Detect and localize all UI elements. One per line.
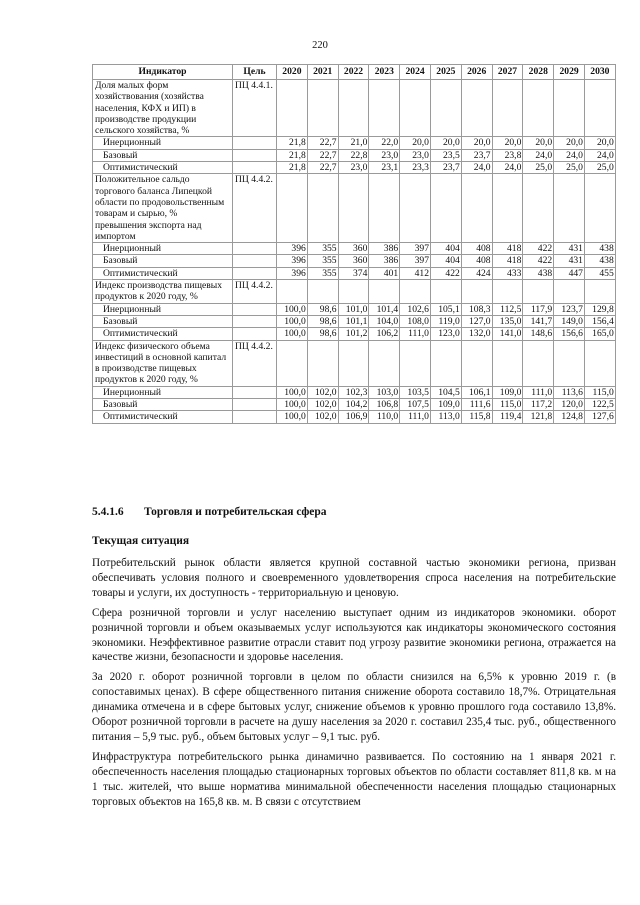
value-cell: 396 xyxy=(277,255,308,267)
value-cell: 111,0 xyxy=(400,411,431,423)
value-cell: 22,7 xyxy=(307,137,338,149)
column-header: 2027 xyxy=(492,65,523,80)
value-cell: 447 xyxy=(554,267,585,279)
value-cell: 112,5 xyxy=(492,303,523,315)
empty-cell xyxy=(554,174,585,243)
value-cell: 22,8 xyxy=(338,149,369,161)
value-cell: 113,0 xyxy=(430,411,461,423)
empty-cell xyxy=(430,340,461,386)
value-cell: 100,0 xyxy=(277,315,308,327)
value-cell: 113,6 xyxy=(554,386,585,398)
column-header: 2021 xyxy=(307,65,338,80)
value-cell: 20,0 xyxy=(523,137,554,149)
value-cell: 104,5 xyxy=(430,386,461,398)
value-cell: 156,4 xyxy=(584,315,615,327)
page-number: 220 xyxy=(312,40,328,51)
value-cell: 404 xyxy=(430,255,461,267)
empty-cell xyxy=(400,80,431,137)
value-cell: 408 xyxy=(461,255,492,267)
empty-cell xyxy=(430,80,461,137)
scenario-label: Базовый xyxy=(93,149,233,161)
paragraph: Потребительский рынок области является крупной составной частью экономики региона, призван обеспечивать условия полного и своевременного удовлетворения спроса населения на потребительские товары и услуги, их доступность - территориальную и ценовую. xyxy=(92,557,616,599)
section-heading xyxy=(92,506,327,518)
value-cell: 100,0 xyxy=(277,303,308,315)
value-cell: 106,8 xyxy=(369,399,400,411)
scenario-label: Базовый xyxy=(93,399,233,411)
value-cell: 98,6 xyxy=(307,315,338,327)
value-cell: 102,0 xyxy=(307,386,338,398)
value-cell: 101,4 xyxy=(369,303,400,315)
value-cell: 23,7 xyxy=(461,149,492,161)
empty-cell xyxy=(233,303,277,315)
value-cell: 24,0 xyxy=(461,162,492,174)
subheading: Текущая ситуация xyxy=(92,535,190,547)
value-cell: 119,4 xyxy=(492,411,523,423)
empty-cell xyxy=(400,340,431,386)
paragraph: За 2020 г. оборот розничной торговли в целом по области снизился на 6,5% к уровню 2019 г. (в сопоставимых ценах). В сфере общественного питания снижение оборота составило 18,7%. Отрицательная динамика отмечена и в сфере бытовых услуг, снижение объемов к уровню прошлого года составило 13,8%. Оборот розничной торговли в расчете на душу населения за 2020 г. составил 235,4 тыс. руб., общественного питания – 5,9 тыс. руб., объем бытовых услуг – 9,1 тыс. руб. xyxy=(92,671,616,743)
empty-cell xyxy=(369,174,400,243)
value-cell: 106,9 xyxy=(338,411,369,423)
value-cell: 422 xyxy=(430,267,461,279)
value-cell: 120,0 xyxy=(554,399,585,411)
empty-cell xyxy=(584,174,615,243)
empty-cell xyxy=(430,280,461,304)
value-cell: 25,0 xyxy=(554,162,585,174)
column-header: 2029 xyxy=(554,65,585,80)
value-cell: 100,0 xyxy=(277,386,308,398)
value-cell: 374 xyxy=(338,267,369,279)
value-cell: 24,0 xyxy=(492,162,523,174)
scenario-label: Базовый xyxy=(93,255,233,267)
scenario-label: Инерционный xyxy=(93,386,233,398)
scenario-row xyxy=(93,411,616,423)
value-cell: 148,6 xyxy=(523,328,554,340)
value-cell: 123,0 xyxy=(430,328,461,340)
value-cell: 20,0 xyxy=(554,137,585,149)
value-cell: 360 xyxy=(338,243,369,255)
indicator-name: Индекс физического объема инвестиций в основной капитал в производстве пищевых продуктов к 2020 году, % xyxy=(93,340,233,386)
value-cell: 115,8 xyxy=(461,411,492,423)
empty-cell xyxy=(233,411,277,423)
value-cell: 23,0 xyxy=(338,162,369,174)
value-cell: 396 xyxy=(277,243,308,255)
indicator-goal: ПЦ 4.4.1. xyxy=(233,80,277,137)
value-cell: 127,6 xyxy=(584,411,615,423)
empty-cell xyxy=(233,243,277,255)
value-cell: 25,0 xyxy=(584,162,615,174)
scenario-row xyxy=(93,149,616,161)
value-cell: 431 xyxy=(554,255,585,267)
value-cell: 438 xyxy=(523,267,554,279)
value-cell: 422 xyxy=(523,255,554,267)
value-cell: 412 xyxy=(400,267,431,279)
value-cell: 123,7 xyxy=(554,303,585,315)
value-cell: 396 xyxy=(277,267,308,279)
indicator-name: Положительное сальдо торгового баланса Липецкой области по продовольственным товарам и сырью, % превышения экспорта над импортом xyxy=(93,174,233,243)
value-cell: 100,0 xyxy=(277,328,308,340)
indicator-name: Доля малых форм хозяйствования (хозяйства населения, КФХ и ИП) в производстве продукции сельского хозяйства, % xyxy=(93,80,233,137)
column-header: 2023 xyxy=(369,65,400,80)
value-cell: 25,0 xyxy=(523,162,554,174)
value-cell: 24,0 xyxy=(554,149,585,161)
empty-cell xyxy=(584,340,615,386)
value-cell: 124,8 xyxy=(554,411,585,423)
column-header: 2030 xyxy=(584,65,615,80)
value-cell: 21,8 xyxy=(277,162,308,174)
indicator-goal: ПЦ 4.4.2. xyxy=(233,280,277,304)
value-cell: 141,7 xyxy=(523,315,554,327)
value-cell: 104,0 xyxy=(369,315,400,327)
value-cell: 117,2 xyxy=(523,399,554,411)
column-header: Индикатор xyxy=(93,65,233,80)
value-cell: 23,7 xyxy=(430,162,461,174)
value-cell: 132,0 xyxy=(461,328,492,340)
body-text xyxy=(92,556,616,815)
empty-cell xyxy=(554,80,585,137)
scenario-label: Оптимистический xyxy=(93,411,233,423)
scenario-label: Инерционный xyxy=(93,303,233,315)
value-cell: 418 xyxy=(492,243,523,255)
empty-cell xyxy=(369,80,400,137)
scenario-label: Оптимистический xyxy=(93,162,233,174)
value-cell: 156,6 xyxy=(554,328,585,340)
value-cell: 106,1 xyxy=(461,386,492,398)
indicator-row xyxy=(93,174,616,243)
value-cell: 401 xyxy=(369,267,400,279)
value-cell: 418 xyxy=(492,255,523,267)
value-cell: 101,0 xyxy=(338,303,369,315)
empty-cell xyxy=(307,174,338,243)
value-cell: 21,8 xyxy=(277,137,308,149)
empty-cell xyxy=(400,174,431,243)
value-cell: 397 xyxy=(400,255,431,267)
value-cell: 107,5 xyxy=(400,399,431,411)
column-header: 2028 xyxy=(523,65,554,80)
empty-cell xyxy=(277,174,308,243)
scenario-row xyxy=(93,162,616,174)
empty-cell xyxy=(461,280,492,304)
empty-cell xyxy=(461,80,492,137)
value-cell: 102,0 xyxy=(307,399,338,411)
value-cell: 110,0 xyxy=(369,411,400,423)
empty-cell xyxy=(277,340,308,386)
empty-cell xyxy=(338,80,369,137)
empty-cell xyxy=(369,340,400,386)
indicator-row xyxy=(93,340,616,386)
empty-cell xyxy=(233,315,277,327)
value-cell: 100,0 xyxy=(277,411,308,423)
value-cell: 431 xyxy=(554,243,585,255)
value-cell: 20,0 xyxy=(492,137,523,149)
column-header: 2026 xyxy=(461,65,492,80)
value-cell: 119,0 xyxy=(430,315,461,327)
value-cell: 100,0 xyxy=(277,399,308,411)
value-cell: 104,2 xyxy=(338,399,369,411)
indicator-name: Индекс производства пищевых продуктов к 2020 году, % xyxy=(93,280,233,304)
value-cell: 23,1 xyxy=(369,162,400,174)
column-header: 2024 xyxy=(400,65,431,80)
scenario-row xyxy=(93,315,616,327)
value-cell: 23,8 xyxy=(492,149,523,161)
indicator-goal: ПЦ 4.4.2. xyxy=(233,174,277,243)
value-cell: 108,0 xyxy=(400,315,431,327)
scenario-row xyxy=(93,386,616,398)
empty-cell xyxy=(277,280,308,304)
value-cell: 117,9 xyxy=(523,303,554,315)
empty-cell xyxy=(338,340,369,386)
scenario-label: Оптимистический xyxy=(93,328,233,340)
value-cell: 141,0 xyxy=(492,328,523,340)
value-cell: 22,7 xyxy=(307,149,338,161)
scenario-row xyxy=(93,303,616,315)
scenario-label: Инерционный xyxy=(93,137,233,149)
scenario-label: Базовый xyxy=(93,315,233,327)
value-cell: 386 xyxy=(369,243,400,255)
paragraph: Сфера розничной торговли и услуг населению выступает одним из индикаторов экономики. оборот розничной торговли и объем оказываемых услуг используются как индикаторы экономического состояния экономики. Неэффективное развитие отрасли ставит под угрозу развитие экономики региона, отражается на качестве жизни, безопасности и здоровье населения. xyxy=(92,606,616,664)
empty-cell xyxy=(277,80,308,137)
value-cell: 102,0 xyxy=(307,411,338,423)
column-header: 2025 xyxy=(430,65,461,80)
empty-cell xyxy=(554,280,585,304)
empty-cell xyxy=(492,280,523,304)
value-cell: 438 xyxy=(584,255,615,267)
value-cell: 165,0 xyxy=(584,328,615,340)
value-cell: 21,8 xyxy=(277,149,308,161)
table-header-row xyxy=(93,65,616,80)
scenario-row xyxy=(93,399,616,411)
value-cell: 103,5 xyxy=(400,386,431,398)
value-cell: 109,0 xyxy=(430,399,461,411)
value-cell: 129,8 xyxy=(584,303,615,315)
indicator-goal: ПЦ 4.4.2. xyxy=(233,340,277,386)
value-cell: 422 xyxy=(523,243,554,255)
scenario-row xyxy=(93,255,616,267)
value-cell: 24,0 xyxy=(584,149,615,161)
value-cell: 108,3 xyxy=(461,303,492,315)
value-cell: 115,0 xyxy=(492,399,523,411)
value-cell: 20,0 xyxy=(400,137,431,149)
column-header: 2020 xyxy=(277,65,308,80)
empty-cell xyxy=(554,340,585,386)
value-cell: 127,0 xyxy=(461,315,492,327)
value-cell: 122,5 xyxy=(584,399,615,411)
value-cell: 105,1 xyxy=(430,303,461,315)
paragraph: Инфраструктура потребительского рынка динамично развивается. По состоянию на 1 января 2021 г. обеспеченность населения площадью стационарных торговых объектов по области составляет 811,8 кв. м на 1 тыс. жителей, что выше норматива минимальной обеспеченности населения площадью стационарных торговых объектов на 165,8 кв. м. В связи с отсутствием xyxy=(92,750,616,808)
value-cell: 424 xyxy=(461,267,492,279)
value-cell: 23,0 xyxy=(400,149,431,161)
value-cell: 103,0 xyxy=(369,386,400,398)
empty-cell xyxy=(338,174,369,243)
scenario-row xyxy=(93,328,616,340)
value-cell: 101,1 xyxy=(338,315,369,327)
value-cell: 115,0 xyxy=(584,386,615,398)
empty-cell xyxy=(523,340,554,386)
empty-cell xyxy=(430,174,461,243)
section-number: 5.4.1.6 xyxy=(92,506,124,518)
scenario-label: Оптимистический xyxy=(93,267,233,279)
empty-cell xyxy=(461,340,492,386)
value-cell: 111,0 xyxy=(523,386,554,398)
value-cell: 408 xyxy=(461,243,492,255)
value-cell: 111,0 xyxy=(400,328,431,340)
value-cell: 22,7 xyxy=(307,162,338,174)
value-cell: 98,6 xyxy=(307,303,338,315)
scenario-row xyxy=(93,137,616,149)
empty-cell xyxy=(523,80,554,137)
section-title: Торговля и потребительская сфера xyxy=(144,506,327,518)
empty-cell xyxy=(307,340,338,386)
scenario-row xyxy=(93,243,616,255)
empty-cell xyxy=(233,386,277,398)
empty-cell xyxy=(233,137,277,149)
value-cell: 121,8 xyxy=(523,411,554,423)
value-cell: 101,2 xyxy=(338,328,369,340)
indicator-row xyxy=(93,80,616,137)
value-cell: 135,0 xyxy=(492,315,523,327)
value-cell: 102,6 xyxy=(400,303,431,315)
value-cell: 23,5 xyxy=(430,149,461,161)
value-cell: 111,6 xyxy=(461,399,492,411)
empty-cell xyxy=(461,174,492,243)
value-cell: 21,0 xyxy=(338,137,369,149)
value-cell: 23,3 xyxy=(400,162,431,174)
empty-cell xyxy=(492,340,523,386)
empty-cell xyxy=(584,280,615,304)
scenario-row xyxy=(93,267,616,279)
empty-cell xyxy=(233,255,277,267)
empty-cell xyxy=(492,80,523,137)
value-cell: 360 xyxy=(338,255,369,267)
empty-cell xyxy=(523,280,554,304)
empty-cell xyxy=(523,174,554,243)
value-cell: 23,0 xyxy=(369,149,400,161)
value-cell: 109,0 xyxy=(492,386,523,398)
value-cell: 98,6 xyxy=(307,328,338,340)
value-cell: 102,3 xyxy=(338,386,369,398)
value-cell: 106,2 xyxy=(369,328,400,340)
value-cell: 355 xyxy=(307,255,338,267)
value-cell: 404 xyxy=(430,243,461,255)
value-cell: 20,0 xyxy=(461,137,492,149)
value-cell: 22,0 xyxy=(369,137,400,149)
value-cell: 397 xyxy=(400,243,431,255)
empty-cell xyxy=(233,399,277,411)
indicators-table xyxy=(92,64,616,424)
empty-cell xyxy=(233,149,277,161)
column-header: 2022 xyxy=(338,65,369,80)
empty-cell xyxy=(233,328,277,340)
empty-cell xyxy=(307,80,338,137)
value-cell: 24,0 xyxy=(523,149,554,161)
empty-cell xyxy=(369,280,400,304)
indicator-row xyxy=(93,280,616,304)
value-cell: 20,0 xyxy=(430,137,461,149)
value-cell: 433 xyxy=(492,267,523,279)
column-header: Цель xyxy=(233,65,277,80)
value-cell: 386 xyxy=(369,255,400,267)
value-cell: 438 xyxy=(584,243,615,255)
value-cell: 20,0 xyxy=(584,137,615,149)
empty-cell xyxy=(233,267,277,279)
scenario-label: Инерционный xyxy=(93,243,233,255)
value-cell: 149,0 xyxy=(554,315,585,327)
empty-cell xyxy=(233,162,277,174)
value-cell: 355 xyxy=(307,267,338,279)
empty-cell xyxy=(307,280,338,304)
value-cell: 355 xyxy=(307,243,338,255)
empty-cell xyxy=(492,174,523,243)
empty-cell xyxy=(338,280,369,304)
empty-cell xyxy=(584,80,615,137)
empty-cell xyxy=(400,280,431,304)
value-cell: 455 xyxy=(584,267,615,279)
